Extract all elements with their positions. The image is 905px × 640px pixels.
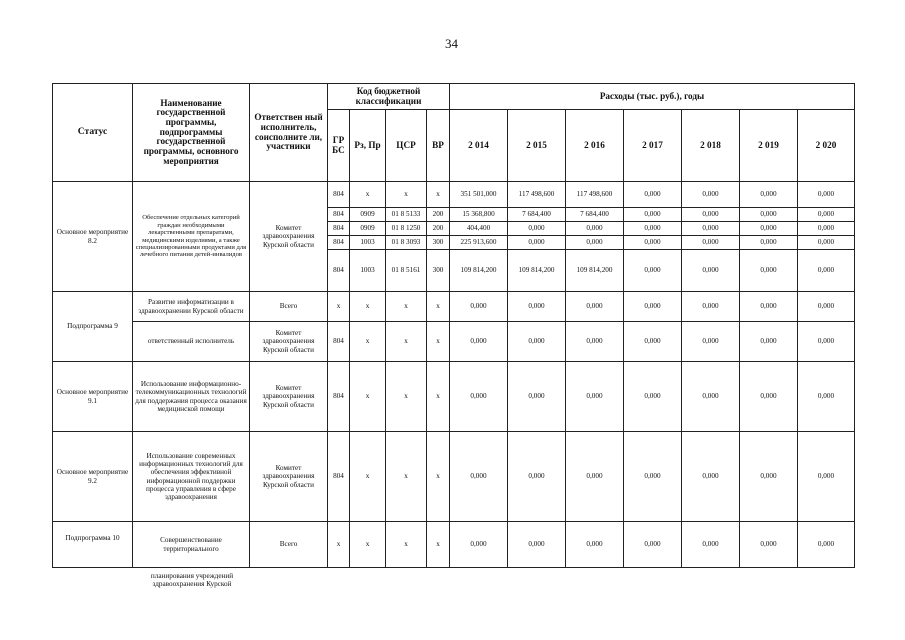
cell-rzpr: х [350,292,386,322]
cell-grbs: 804 [328,208,350,222]
row-name: Развитие информатизации в здравоохранении Курской области [133,292,250,322]
cell-value: 0,000 [624,250,682,292]
cell-vr: х [427,182,450,208]
cell-value: 109 814,200 [566,250,624,292]
header-name: Наименование государственной программы, подпрограммы государственной программы, основного мероприятия [133,84,250,182]
table-row [53,522,855,568]
cell-rzpr: 0909 [350,208,386,222]
row-executor: Комитет здравоохранения Курской области [250,322,328,362]
cell-value: 0,000 [740,236,798,250]
cell-value: 0,000 [508,236,566,250]
cell-vr: х [427,362,450,432]
cell-value: 0,000 [682,432,740,522]
cell-value: 0,000 [798,208,855,222]
table-row [53,292,855,322]
cell-value: 117 498,600 [566,182,624,208]
cell-value: 0,000 [508,222,566,236]
row-name: Совершенствование территориального [133,522,250,568]
header-executor: Ответствен ный исполнитель, соисполните ли, участники [250,84,328,182]
cell-value: 0,000 [450,522,508,568]
table-row [53,182,855,208]
row-executor: Комитет здравоохранения Курской области [250,362,328,432]
cell-value: 0,000 [682,236,740,250]
cell-value: 0,000 [450,432,508,522]
cell-rzpr: х [350,432,386,522]
cell-vr: 200 [427,222,450,236]
cell-value: 0,000 [798,322,855,362]
cell-value: 109 814,200 [450,250,508,292]
cell-vr: 200 [427,208,450,222]
cell-csr: х [386,292,427,322]
header-grbs: ГР БС [328,110,350,182]
header-year: 2 014 [450,110,508,182]
cell-grbs: х [328,292,350,322]
cell-grbs: 804 [328,362,350,432]
header-year: 2 017 [624,110,682,182]
cell-vr: х [427,522,450,568]
cell-csr: х [386,182,427,208]
cell-value: 0,000 [566,522,624,568]
cell-value: 0,000 [682,362,740,432]
cell-value: 0,000 [508,322,566,362]
header-rzpr: Рз, Пр [350,110,386,182]
row-executor: Всего [250,522,328,568]
cell-value: 0,000 [798,522,855,568]
cell-csr: 01 8 3093 [386,236,427,250]
cell-value: 0,000 [740,362,798,432]
row-name-overflow: планирования учреждений здравоохранения Курской [150,572,234,589]
row-status: Подпрограмма 10 [53,522,133,568]
cell-value: 0,000 [624,208,682,222]
cell-rzpr: 1003 [350,250,386,292]
cell-csr: 01 8 1250 [386,222,427,236]
cell-rzpr: х [350,322,386,362]
cell-value: 0,000 [798,250,855,292]
cell-grbs: 804 [328,322,350,362]
cell-value: 0,000 [740,222,798,236]
page-number: 34 [445,36,458,51]
cell-value: 0,000 [508,432,566,522]
header-expenses: Расходы (тыс. руб.), годы [450,84,855,110]
cell-value: 0,000 [624,322,682,362]
cell-grbs: 804 [328,182,350,208]
cell-value: 0,000 [798,432,855,522]
cell-value: 0,000 [740,322,798,362]
row-status: Подпрограмма 9 [53,292,133,362]
cell-vr: х [427,322,450,362]
cell-csr: 01 8 5133 [386,208,427,222]
cell-csr: х [386,322,427,362]
cell-grbs: 804 [328,222,350,236]
cell-value: 0,000 [624,222,682,236]
row-name: Использование современных информационных технологий для обеспечения эффективной информационной поддержки процесса управления в сфере здравоохранения [133,432,250,522]
cell-value: 0,000 [566,362,624,432]
row-name: Использование информационно-телекоммуникационных технологий для поддержания процесса оказания медицинской помощи [133,362,250,432]
cell-value: 0,000 [682,292,740,322]
cell-value: 0,000 [798,236,855,250]
row-name: Обеспечение отдельных категорий граждан необходимыми лекарственными препаратами, медицинскими изделиями, а также специализированными продуктами для лечебного питания детей-инвалидов [133,182,250,292]
cell-value: 0,000 [682,182,740,208]
header-year: 2 015 [508,110,566,182]
cell-value: 0,000 [798,222,855,236]
header-budget-code: Код бюджетной классификации [328,84,450,110]
cell-value: 0,000 [682,322,740,362]
cell-vr: 300 [427,236,450,250]
cell-value: 0,000 [566,432,624,522]
cell-vr: х [427,432,450,522]
row-executor: Комитет здравоохранения Курской области [250,182,328,292]
cell-value: 0,000 [566,236,624,250]
header-year: 2 018 [682,110,740,182]
cell-value: 0,000 [798,292,855,322]
cell-value: 7 684,400 [566,208,624,222]
cell-grbs: 804 [328,250,350,292]
row-name: ответственный исполнитель [133,322,250,362]
cell-value: 351 501,000 [450,182,508,208]
table-row [53,362,855,432]
cell-value: 0,000 [624,522,682,568]
cell-value: 0,000 [682,522,740,568]
cell-rzpr: 1003 [350,236,386,250]
cell-grbs: 804 [328,236,350,250]
row-executor: Комитет здравоохранения Курской области [250,432,328,522]
row-executor: Всего [250,292,328,322]
cell-vr: х [427,292,450,322]
header-vr: ВР [427,110,450,182]
cell-value: 0,000 [740,522,798,568]
cell-value: 0,000 [624,292,682,322]
budget-table [52,83,855,568]
cell-value: 0,000 [566,222,624,236]
cell-value: 15 368,800 [450,208,508,222]
header-year: 2 016 [566,110,624,182]
cell-value: 0,000 [740,250,798,292]
cell-value: 0,000 [624,362,682,432]
row-status: Основное мероприятие 9.1 [53,362,133,432]
cell-csr: х [386,522,427,568]
cell-value: 0,000 [682,250,740,292]
cell-value: 0,000 [740,292,798,322]
table-row [53,432,855,522]
cell-value: 0,000 [624,182,682,208]
cell-csr: 01 8 5161 [386,250,427,292]
header-csr: ЦСР [386,110,427,182]
cell-csr: х [386,362,427,432]
header-status: Статус [53,84,133,182]
cell-value: 117 498,600 [508,182,566,208]
cell-grbs: 804 [328,432,350,522]
cell-rzpr: х [350,182,386,208]
cell-value: 0,000 [566,292,624,322]
cell-value: 0,000 [450,362,508,432]
cell-value: 0,000 [798,182,855,208]
cell-value: 0,000 [508,292,566,322]
cell-value: 0,000 [798,362,855,432]
cell-rzpr: х [350,522,386,568]
header-year: 2 020 [798,110,855,182]
cell-value: 0,000 [740,432,798,522]
cell-value: 109 814,200 [508,250,566,292]
row-status: Основное мероприятие 8.2 [53,182,133,292]
cell-rzpr: х [350,362,386,432]
cell-value: 0,000 [450,322,508,362]
cell-value: 0,000 [450,292,508,322]
cell-value: 0,000 [682,222,740,236]
cell-value: 0,000 [682,208,740,222]
cell-value: 0,000 [740,208,798,222]
cell-vr: 300 [427,250,450,292]
cell-value: 0,000 [508,522,566,568]
table-row [53,322,855,362]
cell-value: 7 684,400 [508,208,566,222]
cell-grbs: х [328,522,350,568]
cell-csr: х [386,432,427,522]
cell-value: 404,400 [450,222,508,236]
cell-value: 0,000 [508,362,566,432]
cell-value: 0,000 [740,182,798,208]
row-status: Основное мероприятие 9.2 [53,432,133,522]
header-year: 2 019 [740,110,798,182]
cell-value: 225 913,600 [450,236,508,250]
cell-value: 0,000 [624,236,682,250]
cell-rzpr: 0909 [350,222,386,236]
cell-value: 0,000 [624,432,682,522]
cell-value: 0,000 [566,322,624,362]
